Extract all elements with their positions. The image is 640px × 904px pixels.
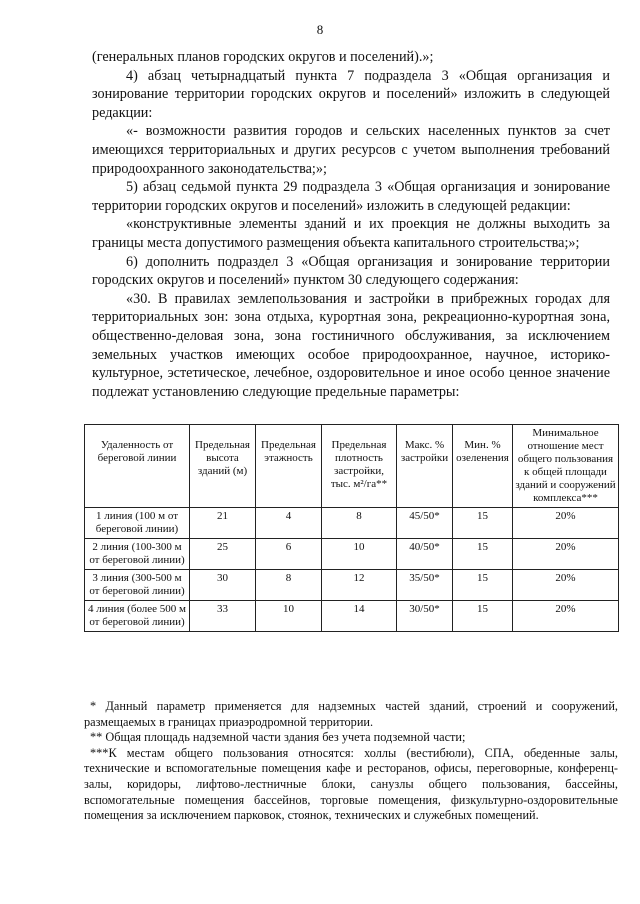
footnote-2: ** Общая площадь надземной части здания без учета подземной части;: [90, 730, 466, 745]
cell: 15: [453, 539, 513, 570]
cell: 10: [256, 601, 322, 632]
table-header-row: [85, 425, 619, 508]
paragraph-2: 4) абзац четырнадцатый пункта 7 подраздела 3 «Общая организация и зонирование территории городских округов и поселений» изложить в следующей редакции:: [92, 67, 610, 121]
cell: 40/50*: [397, 539, 453, 570]
cell: 2 линия (100-300 м от береговой линии): [85, 539, 190, 570]
cell: 30: [190, 570, 256, 601]
footnotes: [84, 699, 618, 824]
cell: 25: [190, 539, 256, 570]
page-number: 8: [316, 22, 324, 37]
header-height: Предельная высота зданий (м): [190, 425, 256, 508]
cell: 3 линия (300-500 м от береговой линии): [85, 570, 190, 601]
table-row: [85, 570, 619, 601]
cell: 15: [453, 601, 513, 632]
cell: 4 линия (более 500 м от береговой линии): [85, 601, 190, 632]
cell: 15: [453, 508, 513, 539]
header-distance: Удаленность от береговой линии: [85, 425, 190, 508]
table-row: [85, 539, 619, 570]
cell: 12: [322, 570, 397, 601]
footnote-1: * Данный параметр применяется для надземных частей зданий, строений и сооружений, размещаемых в границах приаэродромной территории.: [84, 699, 618, 729]
table-row: [85, 601, 619, 632]
cell: 21: [190, 508, 256, 539]
cell: 20%: [513, 601, 619, 632]
cell: 14: [322, 601, 397, 632]
header-floors: Предельная этажность: [256, 425, 322, 508]
footnote-3: ***К местам общего пользования относятся: холлы (вестибюли), СПА, обеденные залы, технические и вспомогательные помещения кафе и ресторанов, офисы, переговорные, конференц-залы, коридоры, лифтово-лестничные блоки, санузлы общего пользования, бассейны, вспомогательные помещения бассейнов, торговые помещения, физкультурно-оздоровительные помещения за исключением парковок, стоянок, технических и служебных помещений.: [84, 745, 618, 823]
paragraph-1: (генеральных планов городских округов и поселений).»;: [92, 49, 434, 65]
cell: 8: [322, 508, 397, 539]
cell: 45/50*: [397, 508, 453, 539]
cell: 20%: [513, 570, 619, 601]
cell: 20%: [513, 508, 619, 539]
document-body: [92, 48, 610, 401]
cell: 10: [322, 539, 397, 570]
paragraph-5: «конструктивные элементы зданий и их проекция не должны выходить за границы места допустимого размещения объекта капитального строительства;»;: [92, 216, 610, 251]
paragraph-3: «- возможности развития городов и сельских населенных пунктов за счет имеющихся территориальных и других ресурсов с учетом выполнения требований природоохранного законодательства;»;: [92, 123, 610, 177]
cell: 1 линия (100 м от береговой линии): [85, 508, 190, 539]
paragraph-7: «30. В правилах землепользования и застройки в прибрежных городах для территориальных зон: зона отдыха, курортная зона, рекреационно-курортная зона, общественно-деловая зона, зона гостиничного обслуживания, за исключением земельных участков имеющих особое природоохранное, научное, историко-культурное, эстетическое, лечебное, оздоровительное и иное особо ценное значение подлежат установлению следующие предельные параметры:: [92, 290, 610, 400]
header-max-build: Макс. % застройки: [397, 425, 453, 508]
cell: 30/50*: [397, 601, 453, 632]
header-public-ratio: Минимальное отношение мест общего пользования к общей площади зданий и сооружений комплекса***: [513, 425, 619, 508]
cell: 8: [256, 570, 322, 601]
header-density: Предельная плотность застройки, тыс. м²/га**: [322, 425, 397, 508]
cell: 20%: [513, 539, 619, 570]
cell: 33: [190, 601, 256, 632]
paragraph-4: 5) абзац седьмой пункта 29 подраздела 3 «Общая организация и зонирование территории городских округов и поселений» изложить в следующей редакции:: [92, 179, 610, 214]
table-row: [85, 508, 619, 539]
cell: 15: [453, 570, 513, 601]
paragraph-6: 6) дополнить подраздел 3 «Общая организация и зонирование территории городских округов и поселений» пунктом 30 следующего содержания:: [92, 253, 610, 289]
cell: 6: [256, 539, 322, 570]
cell: 4: [256, 508, 322, 539]
cell: 35/50*: [397, 570, 453, 601]
header-min-green: Мин. % озеленения: [453, 425, 513, 508]
parameters-table: [84, 424, 619, 632]
